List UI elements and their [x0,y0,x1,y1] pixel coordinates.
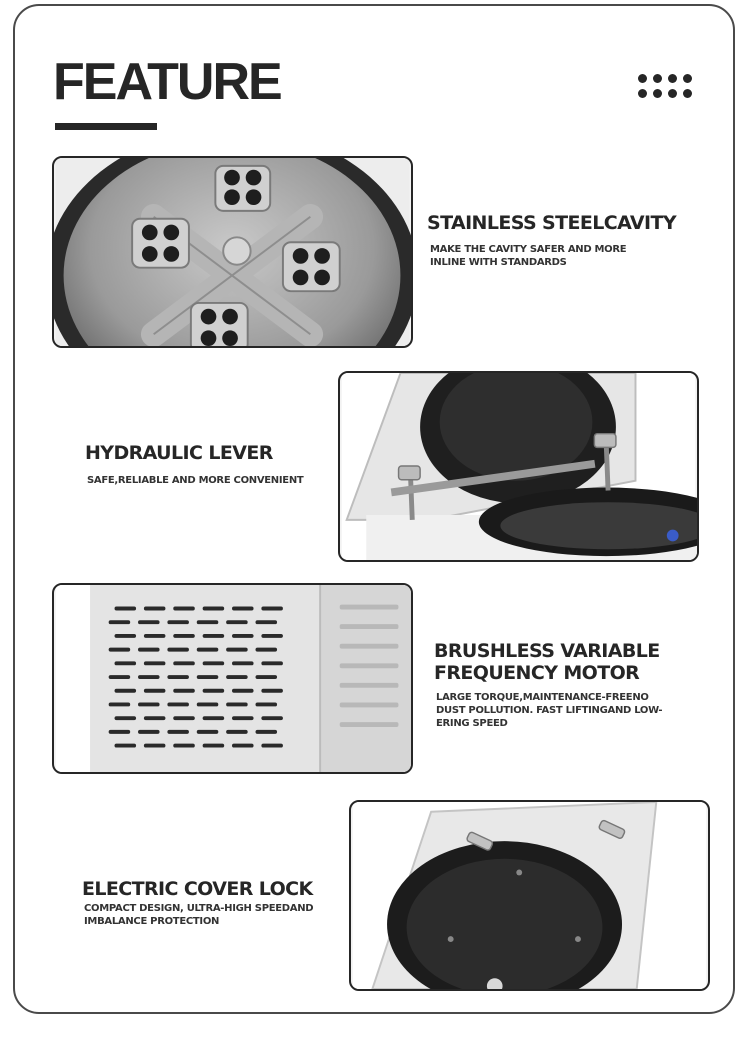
motor-vent-photo [52,583,413,774]
vent-panel-icon [54,585,411,772]
dots-icon [638,74,698,100]
hydraulic-lever-photo [338,371,699,562]
feature-title-hydraulic-lever: HYDRAULIC LEVER [85,442,273,464]
rotor-photo [52,156,413,348]
feature-title-electric-cover-lock: ELECTRIC COVER LOCK [82,878,313,900]
feature-desc-brushless-motor: LARGE TORQUE,MAINTENANCE-FREENO DUST POLLUTION. FAST LIFTINGAND LOW- ERING SPEED [436,692,663,729]
title-underline [55,123,157,130]
feature-desc-stainless-cavity: MAKE THE CAVITY SAFER AND MORE INLINE WITH STANDARDS [430,244,627,268]
feature-desc-electric-cover-lock: COMPACT DESIGN, ULTRA-HIGH SPEEDAND IMBALANCE PROTECTION [84,903,314,927]
feature-title-stainless-cavity: STAINLESS STEELCAVITY [427,212,677,234]
rotor-icon [54,158,411,346]
cover-lock-icon [351,802,708,989]
feature-desc-hydraulic-lever: SAFE,RELIABLE AND MORE CONVENIENT [87,475,304,486]
feature-title-brushless-motor: BRUSHLESS VARIABLE FREQUENCY MOTOR [434,640,660,684]
lid-hinge-icon [340,373,697,560]
page-title: FEATURE [53,53,281,111]
cover-lock-photo [349,800,710,991]
